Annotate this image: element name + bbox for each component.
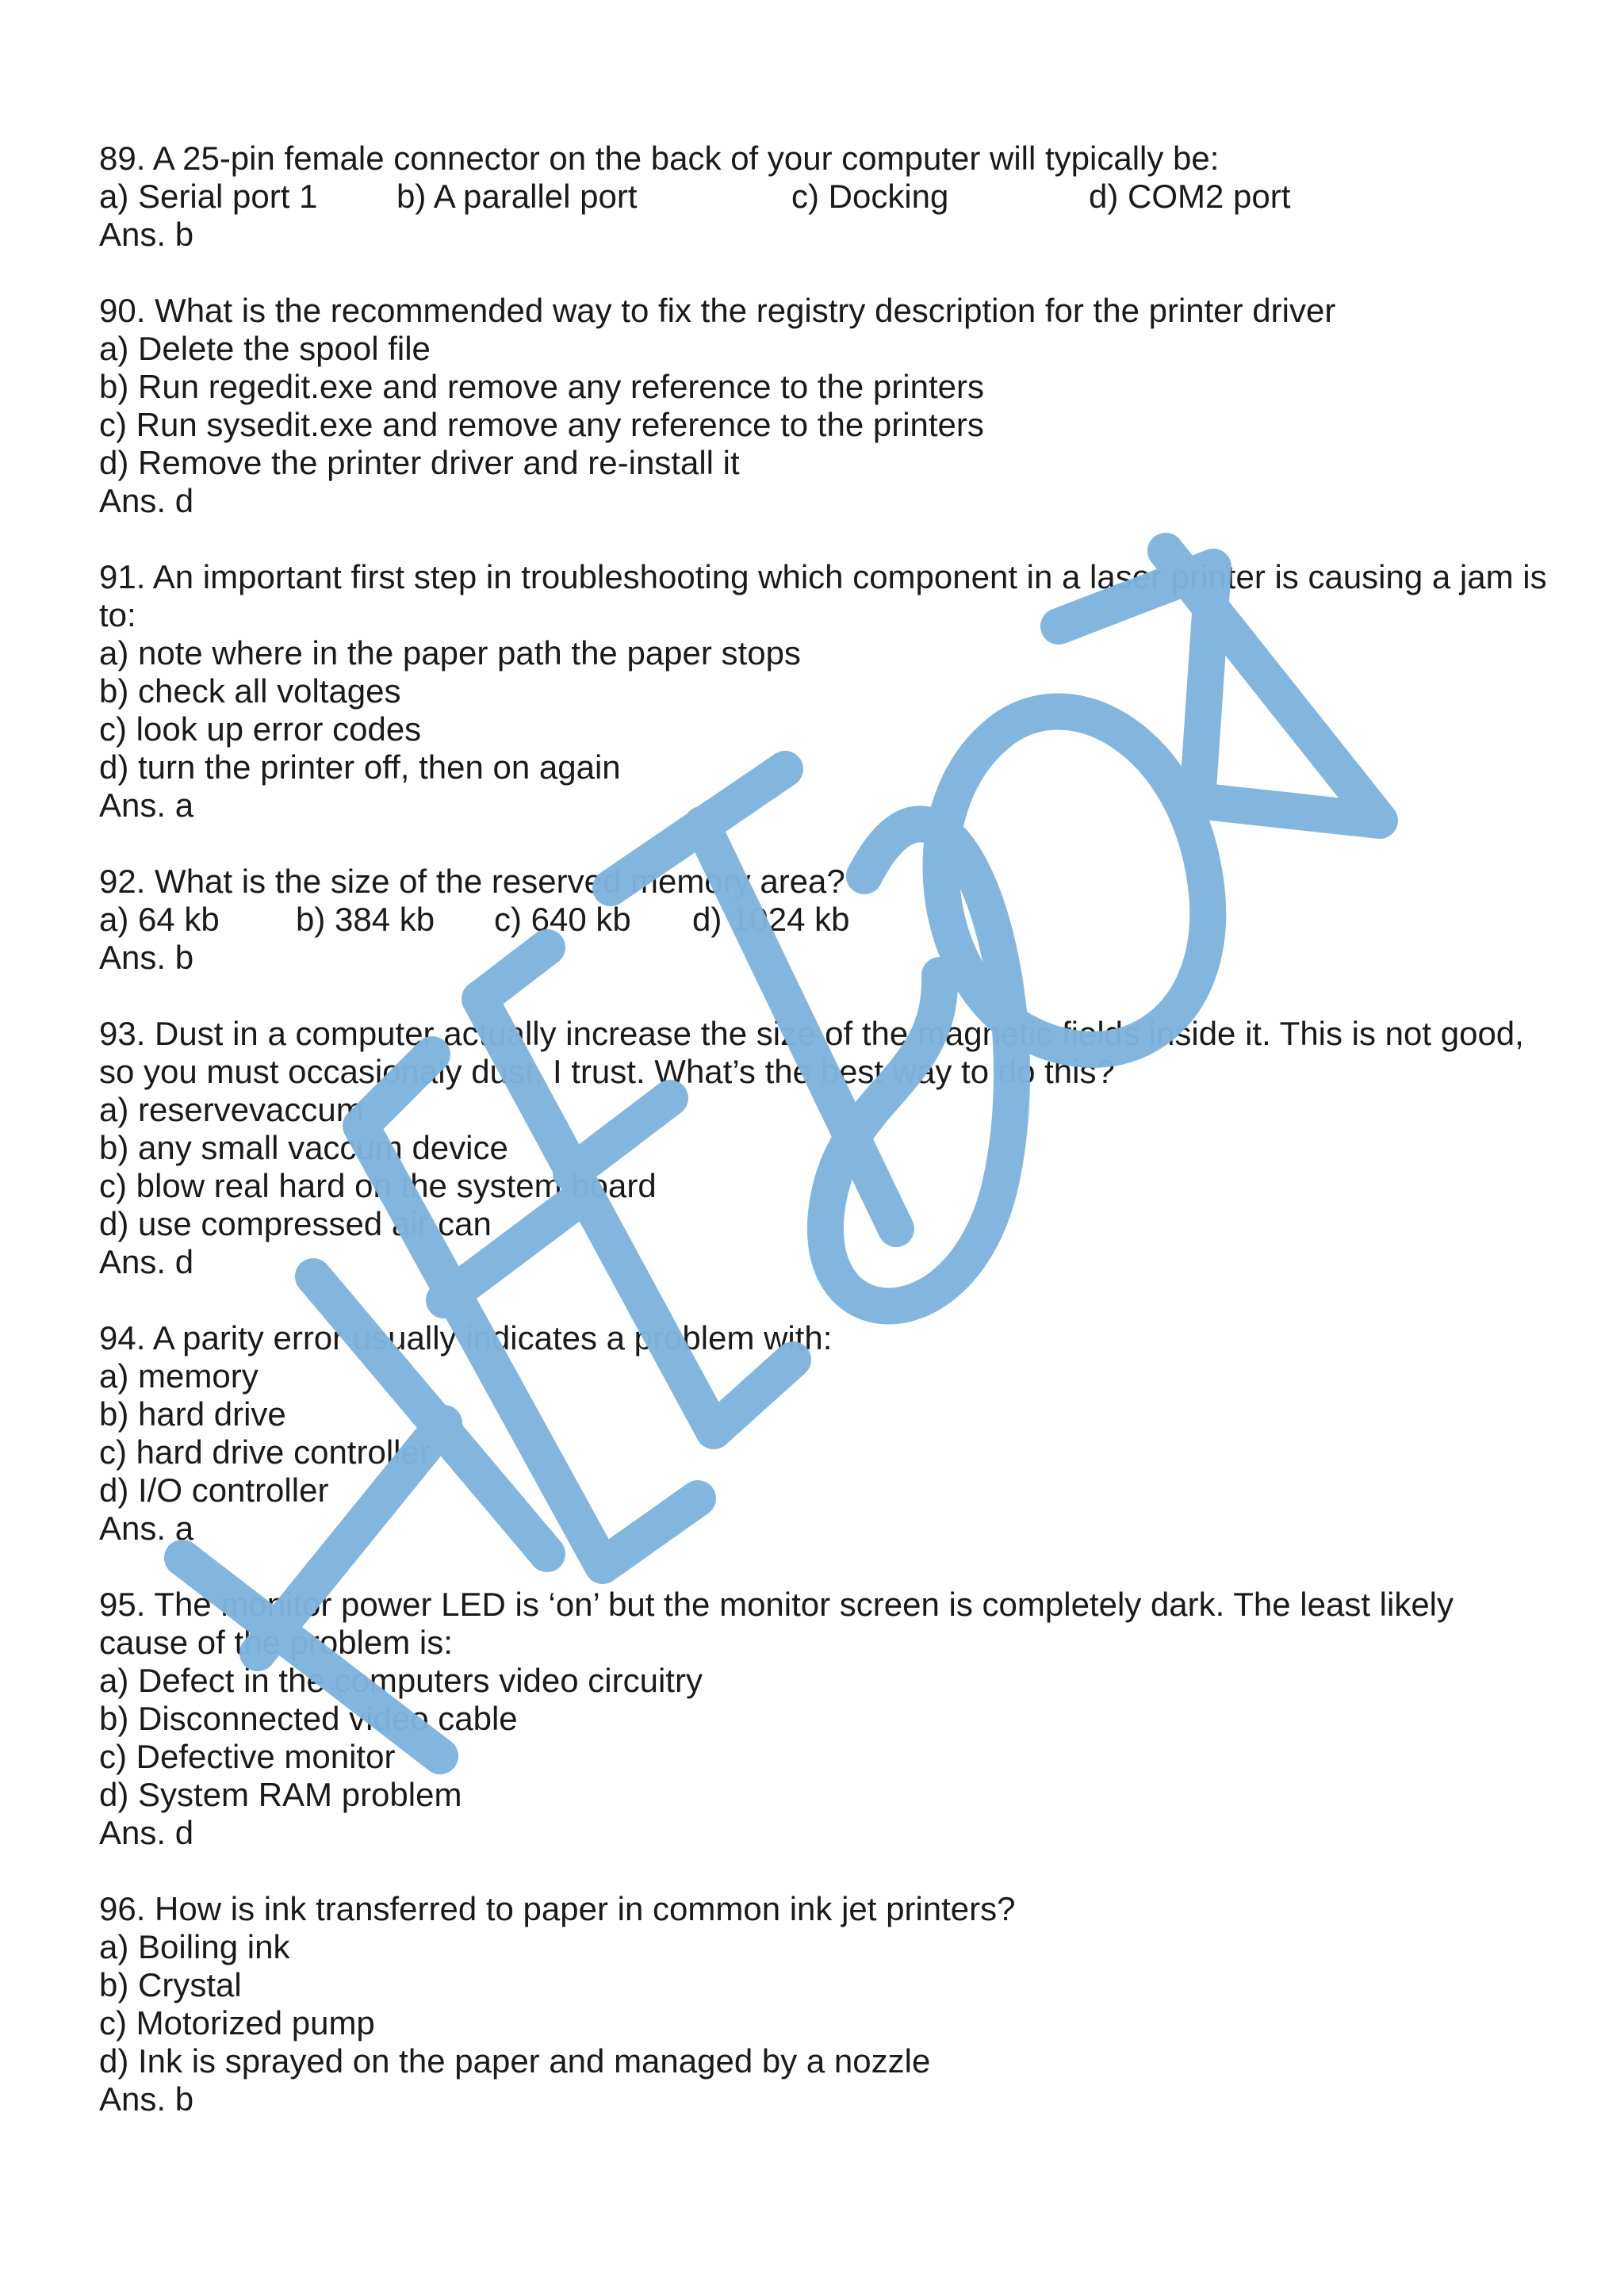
question-93 [99, 1015, 1558, 1281]
answer: Ans. b [99, 939, 194, 976]
answer: Ans. b [99, 216, 194, 253]
option-d: d) use compressed air can [99, 1205, 492, 1242]
option-d: d) Remove the printer driver and re-install it [99, 444, 740, 481]
option-a: a) Defect in the computers video circuitry [99, 1662, 703, 1699]
question-text: 92. What is the size of the reserved memory area? [99, 863, 845, 900]
option-b: b) hard drive [99, 1395, 286, 1433]
option-d: d) Ink is sprayed on the paper and managed by a nozzle [99, 2042, 931, 2080]
answer: Ans. a [99, 786, 194, 824]
options-row [99, 901, 1558, 939]
option-a: a) Serial port 1 [99, 178, 318, 215]
question-text: 91. An important first step in troubleshooting which component in a laser printer is causing a jam is to: [99, 558, 1547, 633]
question-text: 95. The monitor power LED is ‘on’ but the monitor screen is completely dark. The least likely cause of the problem is: [99, 1586, 1454, 1661]
option-b: b) any small vaccum device [99, 1129, 508, 1166]
option-c: c) Run sysedit.exe and remove any reference to the printers [99, 406, 984, 443]
option-d: d) turn the printer off, then on again [99, 748, 621, 786]
option-d: d) COM2 port [1089, 178, 1291, 215]
document-page [99, 140, 1558, 2156]
option-b: b) 384 kb [296, 901, 435, 938]
question-94 [99, 1319, 1558, 1548]
question-95 [99, 1586, 1558, 1852]
option-a: a) Boiling ink [99, 1928, 290, 1965]
option-d: d) System RAM problem [99, 1776, 462, 1813]
answer: Ans. b [99, 2080, 194, 2118]
question-96 [99, 1890, 1558, 2118]
answer: Ans. d [99, 1814, 194, 1851]
option-c: c) Docking [791, 178, 949, 215]
option-c: c) Motorized pump [99, 2004, 375, 2042]
question-89 [99, 140, 1558, 254]
answer: Ans. d [99, 482, 194, 519]
question-text: 96. How is ink transferred to paper in common ink jet printers? [99, 1890, 1016, 1927]
options-row [99, 178, 1558, 216]
question-90 [99, 292, 1558, 520]
answer: Ans. a [99, 1510, 194, 1547]
option-a: a) Delete the spool file [99, 330, 431, 367]
option-a: a) memory [99, 1357, 259, 1395]
option-c: c) Defective monitor [99, 1738, 396, 1775]
option-d: d) 1024 kb [692, 901, 850, 938]
option-a: a) reservevaccum [99, 1091, 364, 1128]
question-text: 94. A parity error usually indicates a problem with: [99, 1319, 833, 1357]
option-c: c) blow real hard on the system board [99, 1167, 657, 1204]
option-b: b) Disconnected video cable [99, 1700, 518, 1737]
option-a: a) 64 kb [99, 901, 220, 938]
option-b: b) Crystal [99, 1966, 242, 2003]
question-text: 89. A 25-pin female connector on the back of your computer will typically be: [99, 140, 1220, 177]
option-b: b) Run regedit.exe and remove any reference to the printers [99, 368, 984, 405]
answer: Ans. d [99, 1243, 194, 1280]
option-c: c) look up error codes [99, 710, 422, 748]
option-b: b) check all voltages [99, 672, 401, 710]
question-92 [99, 863, 1558, 977]
option-c: c) 640 kb [494, 901, 631, 938]
option-b: b) A parallel port [396, 178, 638, 215]
option-c: c) hard drive controller [99, 1433, 431, 1471]
option-a: a) note where in the paper path the paper stops [99, 634, 801, 672]
option-d: d) I/O controller [99, 1471, 329, 1509]
question-text: 90. What is the recommended way to fix the registry description for the printer driver [99, 292, 1336, 329]
question-91 [99, 558, 1558, 825]
question-text: 93. Dust in a computer actually increase the size of the magnetic fields inside it. This is not good, so you must occasionaly dust, I trust. What’s the best way to do this? [99, 1015, 1524, 1090]
